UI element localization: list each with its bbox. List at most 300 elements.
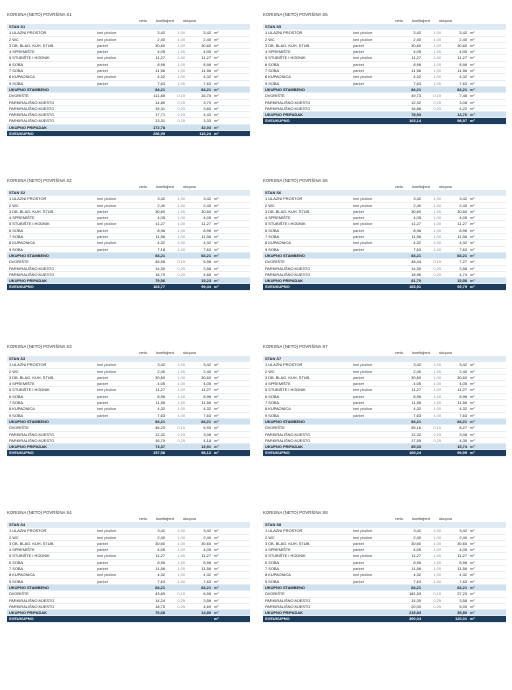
- room-net: 8,96: [157, 559, 165, 565]
- room-name: 8 KUPAONICA: [265, 240, 291, 246]
- unit-sign: m²: [470, 208, 475, 214]
- room-flooring: keri pločice: [97, 36, 117, 42]
- spacer: [165, 610, 185, 615]
- room-coef: 1,00: [433, 381, 441, 387]
- room-flooring: keri pločice: [97, 572, 117, 578]
- appurtenance-name: DVORIŠTE: [265, 425, 285, 431]
- room-coef: 1,00: [433, 368, 441, 374]
- appurtenance-net: 14,80: [155, 99, 165, 105]
- unit-sign: m²: [470, 252, 475, 258]
- room-name: 1 ULAZNI PROSTOR: [9, 362, 47, 368]
- room-net: 30,60: [411, 374, 421, 380]
- room-area: 30,60: [201, 42, 211, 48]
- spacer: [97, 425, 143, 430]
- room-area: 4,05: [203, 381, 211, 387]
- unit-sign: m²: [214, 559, 219, 565]
- unit-sign: m²: [214, 387, 219, 393]
- room-coef: 1,00: [433, 80, 441, 86]
- unit-sign: m²: [214, 418, 219, 424]
- room-flooring: parket: [97, 234, 108, 240]
- appurtenance-subtotal-area: 14,80: [201, 610, 211, 616]
- appurtenance-coef: 0,25: [177, 437, 185, 443]
- appurtenance-subtotal-area: 15,58: [457, 278, 467, 284]
- unit-sign: m²: [470, 616, 475, 622]
- appurtenance-coef: 0,25: [433, 437, 441, 443]
- spacer: [97, 93, 143, 98]
- room-coef: 1,00: [433, 227, 441, 233]
- unit-sign: m²: [214, 278, 219, 284]
- unit-sign: m²: [470, 534, 475, 540]
- unit-sign: m²: [214, 42, 219, 48]
- room-name: 4 SPREMIŠTE: [265, 49, 291, 55]
- unit-sign: m²: [470, 234, 475, 240]
- room-net: 4,05: [413, 215, 421, 221]
- room-area: 3,42: [459, 528, 467, 534]
- coef-header: koeficijent: [156, 350, 174, 355]
- appurtenance-area: 3,58: [203, 265, 211, 271]
- unit-sign: m²: [214, 105, 219, 111]
- room-area: 30,60: [457, 208, 467, 214]
- unit-sign: m²: [214, 374, 219, 380]
- room-flooring: parket: [353, 381, 364, 387]
- room-net: 2,40: [413, 368, 421, 374]
- room-flooring: parket: [353, 400, 364, 406]
- room-net: 4,05: [413, 547, 421, 553]
- appurtenance-subtotal-area: 15,74: [457, 444, 467, 450]
- room-net: 7,63: [413, 578, 421, 584]
- room-area: 11,27: [201, 553, 211, 559]
- unit-sign: m²: [470, 68, 475, 74]
- room-name: 2 WC: [9, 36, 19, 42]
- unit-sign: m²: [470, 400, 475, 406]
- area-header: ukupno: [183, 350, 197, 355]
- unit-sign: m²: [470, 30, 475, 36]
- room-net: 11,27: [155, 55, 165, 61]
- unit-sign: m²: [470, 591, 475, 597]
- spacer: [421, 278, 441, 283]
- appurtenance-name: PARKIRALIŠNO MJESTO: [265, 105, 311, 111]
- room-area: 11,56: [201, 566, 211, 572]
- room-net: 11,56: [411, 234, 421, 240]
- unit-sign: m²: [214, 221, 219, 227]
- grand-total-label: SVEUKUPNO: [9, 450, 34, 456]
- room-net: 4,05: [157, 381, 165, 387]
- appurtenance-area: 6,55: [203, 591, 211, 597]
- room-area: 2,40: [203, 534, 211, 540]
- unit-sign: m²: [470, 215, 475, 221]
- appurtenance-subtotal-label: UKUPNO PRIPADAK: [9, 444, 47, 450]
- unit-sign: m²: [214, 381, 219, 387]
- spacer: [165, 278, 185, 283]
- room-area: 11,27: [457, 221, 467, 227]
- room-name: 5 STUBIŠTE I HODNIK: [265, 553, 306, 559]
- room-area: 11,56: [201, 68, 211, 74]
- grand-total-row: [263, 284, 506, 290]
- room-coef: 1,00: [177, 55, 185, 61]
- appurtenance-net: 55,16: [411, 425, 421, 431]
- room-flooring: parket: [353, 61, 364, 67]
- room-flooring: parket: [353, 234, 364, 240]
- room-name: 1 ULAZNI PROSTOR: [265, 30, 303, 36]
- room-flooring: parket: [97, 49, 108, 55]
- grand-total-area: 99,95: [457, 450, 467, 456]
- net-header: neto: [139, 18, 147, 23]
- room-area: 4,05: [459, 49, 467, 55]
- room-coef: 1,00: [433, 55, 441, 61]
- grand-total-area: 98,12: [201, 450, 211, 456]
- unit-sign: m²: [470, 393, 475, 399]
- room-name: 5 STUBIŠTE I HODNIK: [9, 553, 50, 559]
- room-name: 2 WC: [265, 368, 275, 374]
- room-area: 4,05: [459, 547, 467, 553]
- appurtenance-net: 181,53: [409, 591, 421, 597]
- spacer: [353, 118, 399, 123]
- unit-sign: m²: [470, 412, 475, 418]
- appurtenance-name: PARKIRALIŠNO MJESTO: [265, 437, 311, 443]
- room-net: 11,27: [411, 387, 421, 393]
- unit-sign: m²: [214, 112, 219, 118]
- unit-sign: m²: [214, 591, 219, 597]
- room-area: 3,42: [203, 362, 211, 368]
- room-flooring: parket: [353, 246, 364, 252]
- appurtenance-coef: 0,15: [433, 93, 441, 99]
- apartment-name: STAN S3: [9, 356, 26, 361]
- room-coef: 1,00: [177, 368, 185, 374]
- room-area: 3,42: [203, 196, 211, 202]
- room-name: 6 SOBA: [265, 61, 280, 67]
- unit-sign: m²: [470, 381, 475, 387]
- appurtenance-area: 16,75: [201, 93, 211, 99]
- unit-sign: m²: [470, 259, 475, 265]
- appurtenance-area: 4,43: [203, 112, 211, 118]
- spacer: [165, 585, 185, 590]
- room-coef: 1,00: [177, 234, 185, 240]
- room-flooring: keri pločice: [97, 362, 117, 368]
- table-title: KORISNA (NETO) POVRŠINA S4: [7, 510, 72, 515]
- room-flooring: keri pločice: [97, 74, 117, 80]
- room-coef: 1,00: [177, 393, 185, 399]
- living-net: 84,21: [155, 584, 165, 590]
- spacer: [353, 450, 399, 455]
- room-area: 7,63: [203, 578, 211, 584]
- unit-sign: m²: [470, 425, 475, 431]
- spacer: [97, 432, 143, 437]
- appurtenance-name: PARKIRALIŠNO MJESTO: [265, 431, 311, 437]
- appurtenance-net: 15,31: [155, 105, 165, 111]
- unit-sign: m²: [470, 74, 475, 80]
- room-name: 9 SOBA: [9, 80, 24, 86]
- unit-sign: m²: [214, 215, 219, 221]
- room-coef: 1,00: [433, 240, 441, 246]
- room-coef: 1,00: [177, 36, 185, 42]
- room-flooring: parket: [353, 49, 364, 55]
- room-coef: 1,00: [433, 202, 441, 208]
- table-title: KORISNA (NETO) POVRŠINA S5: [263, 12, 328, 17]
- spacer: [97, 284, 143, 289]
- spacer: [97, 118, 143, 123]
- room-coef: 1,00: [177, 202, 185, 208]
- unit-sign: m²: [214, 362, 219, 368]
- appurtenance-name: DVORIŠTE: [9, 93, 29, 99]
- room-area: 3,42: [459, 362, 467, 368]
- room-net: 3,42: [413, 196, 421, 202]
- room-name: 8 KUPAONICA: [265, 406, 291, 412]
- unit-sign: m²: [470, 374, 475, 380]
- room-net: 4,05: [413, 49, 421, 55]
- room-coef: 1,00: [433, 68, 441, 74]
- room-name: 4 SPREMIŠTE: [265, 547, 291, 553]
- unit-sign: m²: [470, 547, 475, 553]
- room-name: 1 ULAZNI PROSTOR: [265, 362, 303, 368]
- unit-sign: m²: [214, 80, 219, 86]
- spacer: [97, 616, 143, 621]
- appurtenance-subtotal-net: 215,83: [409, 610, 421, 616]
- spacer: [165, 284, 185, 289]
- spacer: [97, 259, 143, 264]
- room-coef: 1,00: [433, 387, 441, 393]
- room-coef: 1,00: [433, 61, 441, 67]
- unit-sign: m²: [214, 393, 219, 399]
- room-net: 30,60: [155, 540, 165, 546]
- room-coef: 1,00: [433, 215, 441, 221]
- spacer: [353, 425, 399, 430]
- room-net: 11,56: [411, 68, 421, 74]
- room-net: 11,56: [155, 400, 165, 406]
- room-coef: 1,00: [433, 30, 441, 36]
- room-coef: 1,00: [433, 374, 441, 380]
- spacer: [165, 419, 185, 424]
- appurtenance-area: 3,58: [459, 265, 467, 271]
- room-coef: 1,00: [177, 412, 185, 418]
- living-net: 84,21: [411, 418, 421, 424]
- room-net: 8,96: [157, 227, 165, 233]
- apartment-name: STAN S8: [265, 522, 282, 527]
- room-coef: 1,00: [433, 49, 441, 55]
- unit-sign: m²: [470, 597, 475, 603]
- unit-sign: m²: [470, 528, 475, 534]
- unit-sign: m²: [470, 566, 475, 572]
- appurtenance-net: 14,30: [411, 265, 421, 271]
- unit-sign: m²: [214, 597, 219, 603]
- appurtenance-net: 43,69: [155, 591, 165, 597]
- room-flooring: keri pločice: [353, 553, 373, 559]
- appurtenance-net: 12,32: [411, 99, 421, 105]
- room-flooring: keri pločice: [97, 196, 117, 202]
- room-net: 2,40: [413, 202, 421, 208]
- unit-sign: m²: [214, 553, 219, 559]
- spacer: [421, 610, 441, 615]
- room-name: 7 SOBA: [9, 566, 24, 572]
- room-name: 4 SPREMIŠTE: [265, 381, 291, 387]
- room-name: 3 DB. BLAG. KUH. STUB.: [9, 540, 55, 546]
- unit-sign: m²: [470, 431, 475, 437]
- table-title: KORISNA (NETO) POVRŠINA S6: [263, 178, 328, 183]
- room-coef: 1,00: [433, 246, 441, 252]
- unit-sign: m²: [470, 36, 475, 42]
- spacer: [165, 444, 185, 449]
- room-net: 30,60: [155, 42, 165, 48]
- room-name: 4 SPREMIŠTE: [9, 547, 35, 553]
- spacer: [421, 444, 441, 449]
- room-net: 4,05: [413, 381, 421, 387]
- spacer: [353, 604, 399, 609]
- room-flooring: parket: [97, 400, 108, 406]
- room-coef: 1,00: [177, 61, 185, 67]
- grand-total-area: 99,79: [457, 284, 467, 290]
- appurtenance-subtotal-net: 81,70: [411, 278, 421, 284]
- appurtenance-subtotal-area: 14,76: [457, 112, 467, 118]
- spacer: [97, 253, 143, 258]
- room-coef: 1,00: [433, 234, 441, 240]
- apartment-table: [7, 344, 250, 510]
- spacer: [97, 106, 143, 111]
- appurtenance-net: 12,32: [155, 431, 165, 437]
- room-net: 4,05: [157, 215, 165, 221]
- room-coef: 1,00: [433, 540, 441, 546]
- spacer: [353, 591, 399, 596]
- appurtenance-coef: 0,25: [433, 99, 441, 105]
- room-coef: 1,00: [433, 406, 441, 412]
- room-coef: 1,00: [433, 208, 441, 214]
- room-flooring: keri pločice: [97, 30, 117, 36]
- room-net: 7,63: [413, 412, 421, 418]
- living-net: 84,21: [155, 418, 165, 424]
- appurtenance-net: 18,70: [155, 271, 165, 277]
- room-net: 8,96: [413, 559, 421, 565]
- unit-sign: m²: [470, 55, 475, 61]
- room-flooring: keri pločice: [97, 534, 117, 540]
- room-name: 2 WC: [265, 36, 275, 42]
- room-name: 1 ULAZNI PROSTOR: [265, 196, 303, 202]
- appurtenance-name: PARKIRALIŠNO MJESTO: [9, 265, 55, 271]
- net-header: neto: [395, 184, 403, 189]
- appurtenance-area: 3,08: [459, 431, 467, 437]
- living-label: UKUPNO STAMBENO: [9, 86, 49, 92]
- spacer: [97, 585, 143, 590]
- spacer: [97, 438, 143, 443]
- area-header: ukupno: [183, 516, 197, 521]
- appurtenance-coef: 0,15: [177, 259, 185, 265]
- unit-sign: m²: [470, 406, 475, 412]
- unit-sign: m²: [470, 450, 475, 456]
- room-net: 11,27: [411, 221, 421, 227]
- room-name: 6 SOBA: [265, 393, 280, 399]
- living-label: UKUPNO STAMBENO: [265, 86, 305, 92]
- grand-total-row: [7, 450, 250, 456]
- appurtenance-coef: 0,25: [177, 112, 185, 118]
- room-coef: 1,00: [177, 208, 185, 214]
- room-coef: 1,00: [433, 559, 441, 565]
- unit-sign: m²: [470, 99, 475, 105]
- room-flooring: parket: [97, 208, 108, 214]
- appurtenance-name: PARKIRALIŠNO MJESTO: [9, 431, 55, 437]
- area-header: ukupno: [183, 18, 197, 23]
- unit-sign: m²: [214, 528, 219, 534]
- appurtenance-area: 3,08: [203, 431, 211, 437]
- room-coef: 1,00: [177, 362, 185, 368]
- room-area: 4,32: [203, 74, 211, 80]
- room-coef: 1,00: [177, 559, 185, 565]
- appurtenance-net: 20,00: [411, 603, 421, 609]
- unit-sign: m²: [214, 584, 219, 590]
- room-flooring: keri pločice: [353, 55, 373, 61]
- room-name: 3 DB. BLAG. KUH. STUB.: [265, 540, 311, 546]
- appurtenance-net: 14,24: [155, 597, 165, 603]
- room-name: 8 KUPAONICA: [9, 572, 35, 578]
- apartment-table: [7, 178, 250, 344]
- appurtenance-name: PARKIRALIŠNO MJESTO: [9, 112, 55, 118]
- unit-sign: m²: [470, 559, 475, 565]
- room-name: 9 SOBA: [9, 412, 24, 418]
- appurtenance-name: PARKIRALIŠNO MJESTO: [265, 99, 311, 105]
- appurtenance-area: 6,93: [203, 425, 211, 431]
- appurtenance-name: DVORIŠTE: [265, 259, 285, 265]
- room-net: 2,40: [413, 36, 421, 42]
- room-coef: 1,00: [177, 246, 185, 252]
- grand-total-row: [7, 284, 250, 290]
- room-name: 2 WC: [9, 368, 19, 374]
- room-name: 1 ULAZNI PROSTOR: [9, 30, 47, 36]
- appurtenance-name: PARKIRALIŠNO MJESTO: [9, 105, 55, 111]
- room-area: 11,56: [457, 566, 467, 572]
- area-header: ukupno: [439, 184, 453, 189]
- grand-total-row: [263, 616, 506, 622]
- room-coef: 1,00: [177, 227, 185, 233]
- room-flooring: parket: [353, 393, 364, 399]
- unit-sign: m²: [214, 603, 219, 609]
- appurtenance-coef: 0,25: [433, 265, 441, 271]
- room-area: 7,63: [459, 80, 467, 86]
- appurtenance-coef: 0,25: [177, 99, 185, 105]
- room-name: 3 DB. BLAG. KUH. STUB.: [265, 208, 311, 214]
- room-name: 8 KUPAONICA: [265, 74, 291, 80]
- appurtenance-coef: 0,25: [177, 271, 185, 277]
- apartment-name: STAN S2: [9, 190, 26, 195]
- unit-sign: m²: [214, 36, 219, 42]
- room-name: 6 SOBA: [265, 227, 280, 233]
- room-net: 3,42: [157, 30, 165, 36]
- room-coef: 1,00: [177, 42, 185, 48]
- room-name: 5 STUBIŠTE I HODNIK: [265, 221, 306, 227]
- spacer: [353, 106, 399, 111]
- coef-header: koeficijent: [156, 18, 174, 23]
- room-flooring: parket: [97, 540, 108, 546]
- unit-sign: m²: [214, 534, 219, 540]
- appurtenance-coef: 0,15: [433, 591, 441, 597]
- room-area: 30,60: [457, 374, 467, 380]
- room-flooring: parket: [97, 246, 108, 252]
- room-coef: 1,00: [433, 566, 441, 572]
- appurtenance-subtotal-area: 13,91: [201, 444, 211, 450]
- living-label: UKUPNO STAMBENO: [9, 252, 49, 258]
- room-flooring: parket: [97, 393, 108, 399]
- room-area: 4,32: [203, 406, 211, 412]
- room-area: 7,63: [203, 412, 211, 418]
- room-coef: 1,00: [177, 215, 185, 221]
- spacer: [353, 93, 399, 98]
- grand-total-area: 116,24: [199, 131, 211, 137]
- spacer: [421, 87, 441, 92]
- room-net: 4,32: [157, 240, 165, 246]
- room-name: 5 STUBIŠTE I HODNIK: [265, 387, 306, 393]
- apartment-table: [7, 510, 250, 676]
- appurtenance-coef: 0,25: [177, 118, 185, 124]
- room-flooring: parket: [353, 412, 364, 418]
- room-flooring: keri pločice: [353, 221, 373, 227]
- unit-sign: m²: [214, 30, 219, 36]
- unit-sign: m²: [470, 572, 475, 578]
- spacer: [165, 450, 185, 455]
